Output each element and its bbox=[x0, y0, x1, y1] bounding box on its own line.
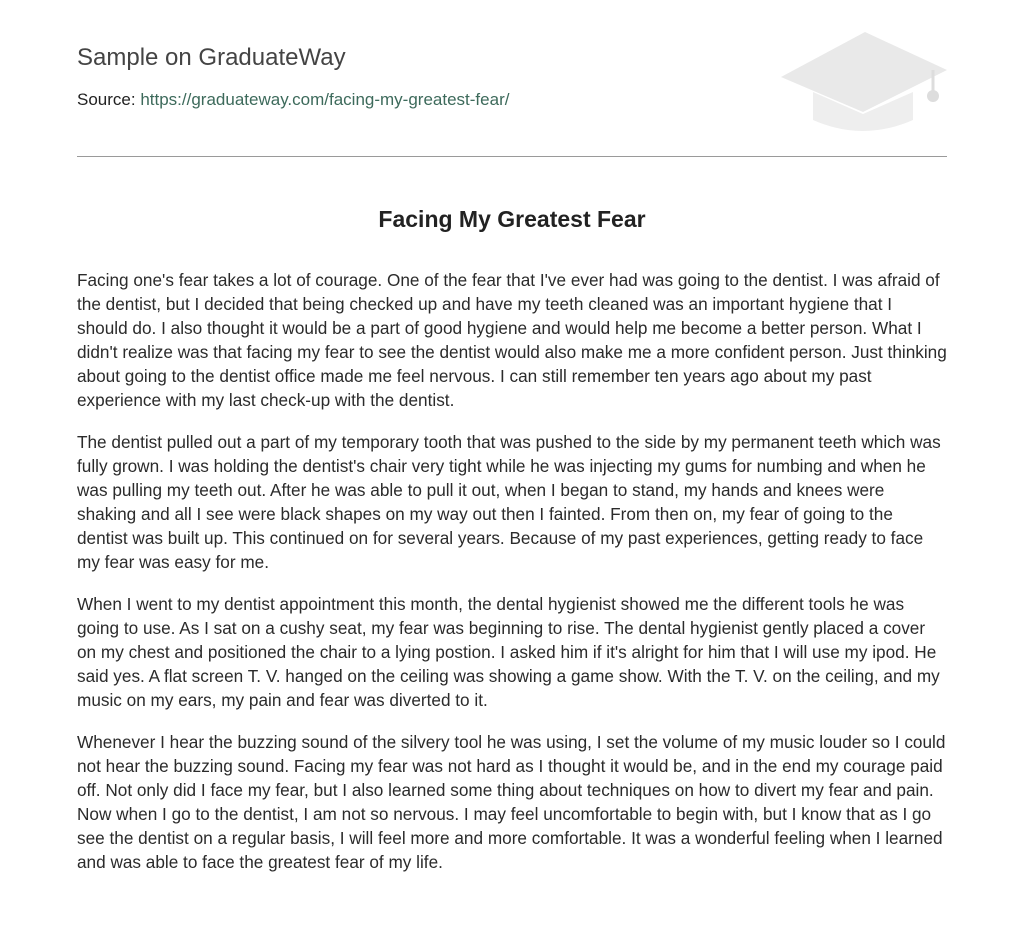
header bbox=[77, 0, 947, 157]
paragraph-1: Facing one's fear takes a lot of courage. One of the fear that I've ever had was going to the dentist. I was afraid of the dentist, but I decided that being checked up and have my teeth cleaned was an important hygiene that I should do. I also thought it would be a part of good hygiene and would help me become a better person. What I didn't realize was that facing my fear to see the dentist would also make me a more confident person. Just thinking about going to the dentist office made me feel nervous. I can still remember ten years ago about my past experience with my last check-up with the dentist. bbox=[77, 270, 947, 410]
page bbox=[77, 0, 947, 872]
source-line bbox=[77, 90, 509, 110]
source-link[interactable]: https://graduateway.com/facing-my-greatest-fear/ bbox=[140, 90, 510, 109]
source-label: Source: bbox=[77, 90, 136, 109]
paragraph-4: Whenever I hear the buzzing sound of the silvery tool he was using, I set the volume of my music louder so I could not hear the buzzing sound. Facing my fear was not hard as I thought it would be, and in the end my courage paid off. Not only did I face my fear, but I also learned some thing about techniques on how to divert my fear and pain. Now when I go to the dentist, I am not so nervous. I may feel uncomfortable to begin with, but I know that as I go see the dentist on a regular basis, I will feel more and more comfortable. It was a wonderful feeling when I learned and was able to face the greatest fear of my life. bbox=[77, 732, 946, 872]
graduation-cap-icon bbox=[781, 30, 947, 132]
paragraph-2: The dentist pulled out a part of my temporary tooth that was pushed to the side by my permanent teeth which was fully grown. I was holding the dentist's chair very tight while he was injecting my gums for numbing and when he was pulling my teeth out. After he was able to pull it out, when I began to stand, my hands and knees were shaking and all I see were black shapes on my way out then I fainted. From then on, my fear of going to the dentist was built up. This continued on for several years. Because of my past experiences, getting ready to face my fear was easy for me. bbox=[77, 432, 941, 572]
document-body bbox=[77, 268, 947, 892]
paragraph-3: When I went to my dentist appointment this month, the dental hygienist showed me the different tools he was going to use. As I sat on a cushy seat, my fear was beginning to rise. The dental hygienist gently placed a cover on my chest and positioned the chair to a lying postion. I asked him if it's alright for him that I will use my ipod. He said yes. A flat screen T. V. hanged on the ceiling was showing a game show. With the T. V. on the ceiling, and my music on my ears, my pain and fear was diverted to it. bbox=[77, 594, 940, 710]
site-title: Sample on GraduateWay bbox=[77, 44, 346, 71]
document-title: Facing My Greatest Fear bbox=[378, 206, 646, 232]
